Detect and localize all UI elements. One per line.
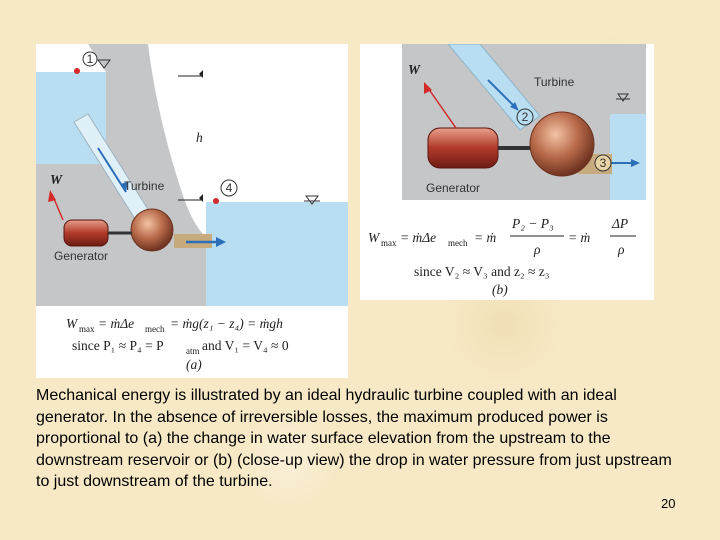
eq-b-mid: = ṁΔe xyxy=(400,230,437,245)
figure-b-tag: (b) xyxy=(492,282,508,297)
figure-a-diagram xyxy=(36,44,348,378)
station-4-dot xyxy=(213,198,219,204)
generator-b xyxy=(428,128,498,168)
eq-b-frac2-den: ρ xyxy=(618,242,625,257)
level-mark-bottom-arrow xyxy=(199,194,203,202)
eq-a-line2: since P₁ ≈ P₄ = P xyxy=(72,338,164,353)
figure-caption: Mechanical energy is illustrated by an ideal hydraulic turbine coupled with an ideal generator. In the absence of irreversible losses, the maximum produced power is proportional to (a) the change in water surface elevation from the upstream to the downstream reservoir or (b) (close-up view) the drop in water pressure from just upstream to just downstream of the turbine. xyxy=(36,387,672,490)
eq-a-line1-lhs: W xyxy=(66,316,78,331)
eq-a-line1-rhs-sub: mech xyxy=(145,324,165,334)
generator-a xyxy=(64,220,108,246)
downstream-water xyxy=(206,202,348,306)
generator-label-a: Generator xyxy=(54,249,109,263)
eq-b-frac2-num: ΔP xyxy=(612,216,629,231)
eq-b-lhs-sub: max xyxy=(381,238,397,248)
turbine-label-a: Turbine xyxy=(124,179,165,193)
eq-a-line1-lhs-sub: max xyxy=(79,324,95,334)
figure-b-diagram xyxy=(360,44,654,300)
level-mark-top-arrow xyxy=(199,70,203,78)
eq-b-frac1-num: P₂ − P₃ xyxy=(512,216,554,231)
eq-a-line1-tail: = ṁg(z₁ − z₄) = ṁgh xyxy=(170,316,283,331)
station-3-label: 3 xyxy=(599,156,607,170)
page-number: 20 xyxy=(661,496,676,511)
eq-a-line2-sub: atm xyxy=(186,346,200,356)
downstream-water-b xyxy=(610,114,646,200)
figure-a xyxy=(36,44,348,378)
generator-label-b: Generator xyxy=(426,181,481,195)
height-label: h xyxy=(196,130,203,145)
turbine-b xyxy=(530,112,594,176)
station-1-dot xyxy=(74,68,80,74)
turbine-a xyxy=(131,209,173,251)
figure-a-tag: (a) xyxy=(186,357,202,372)
power-label-b: W xyxy=(408,62,421,77)
eq-b-eq2: = ṁ xyxy=(568,230,591,245)
eq-a-line2-tail: and V₁ = V₄ ≈ 0 xyxy=(202,338,289,353)
station-2-label: 2 xyxy=(521,110,529,124)
station-4-label: 4 xyxy=(225,181,233,195)
eq-b-since: since V₂ ≈ V₃ and z₂ ≈ z₃ xyxy=(414,264,550,279)
figure-b xyxy=(360,44,654,300)
eq-b-eq1: = ṁ xyxy=(474,230,497,245)
power-label-a: W xyxy=(50,172,63,187)
rock-b-right xyxy=(590,44,646,116)
eq-b-lhs: W xyxy=(368,230,380,245)
station-1-label: 1 xyxy=(86,52,94,66)
eq-a-line1-rhs: = ṁΔe xyxy=(98,316,135,331)
eq-b-frac1-den: ρ xyxy=(534,242,541,257)
eq-b-mid-sub: mech xyxy=(448,238,468,248)
turbine-label-b: Turbine xyxy=(534,75,575,89)
